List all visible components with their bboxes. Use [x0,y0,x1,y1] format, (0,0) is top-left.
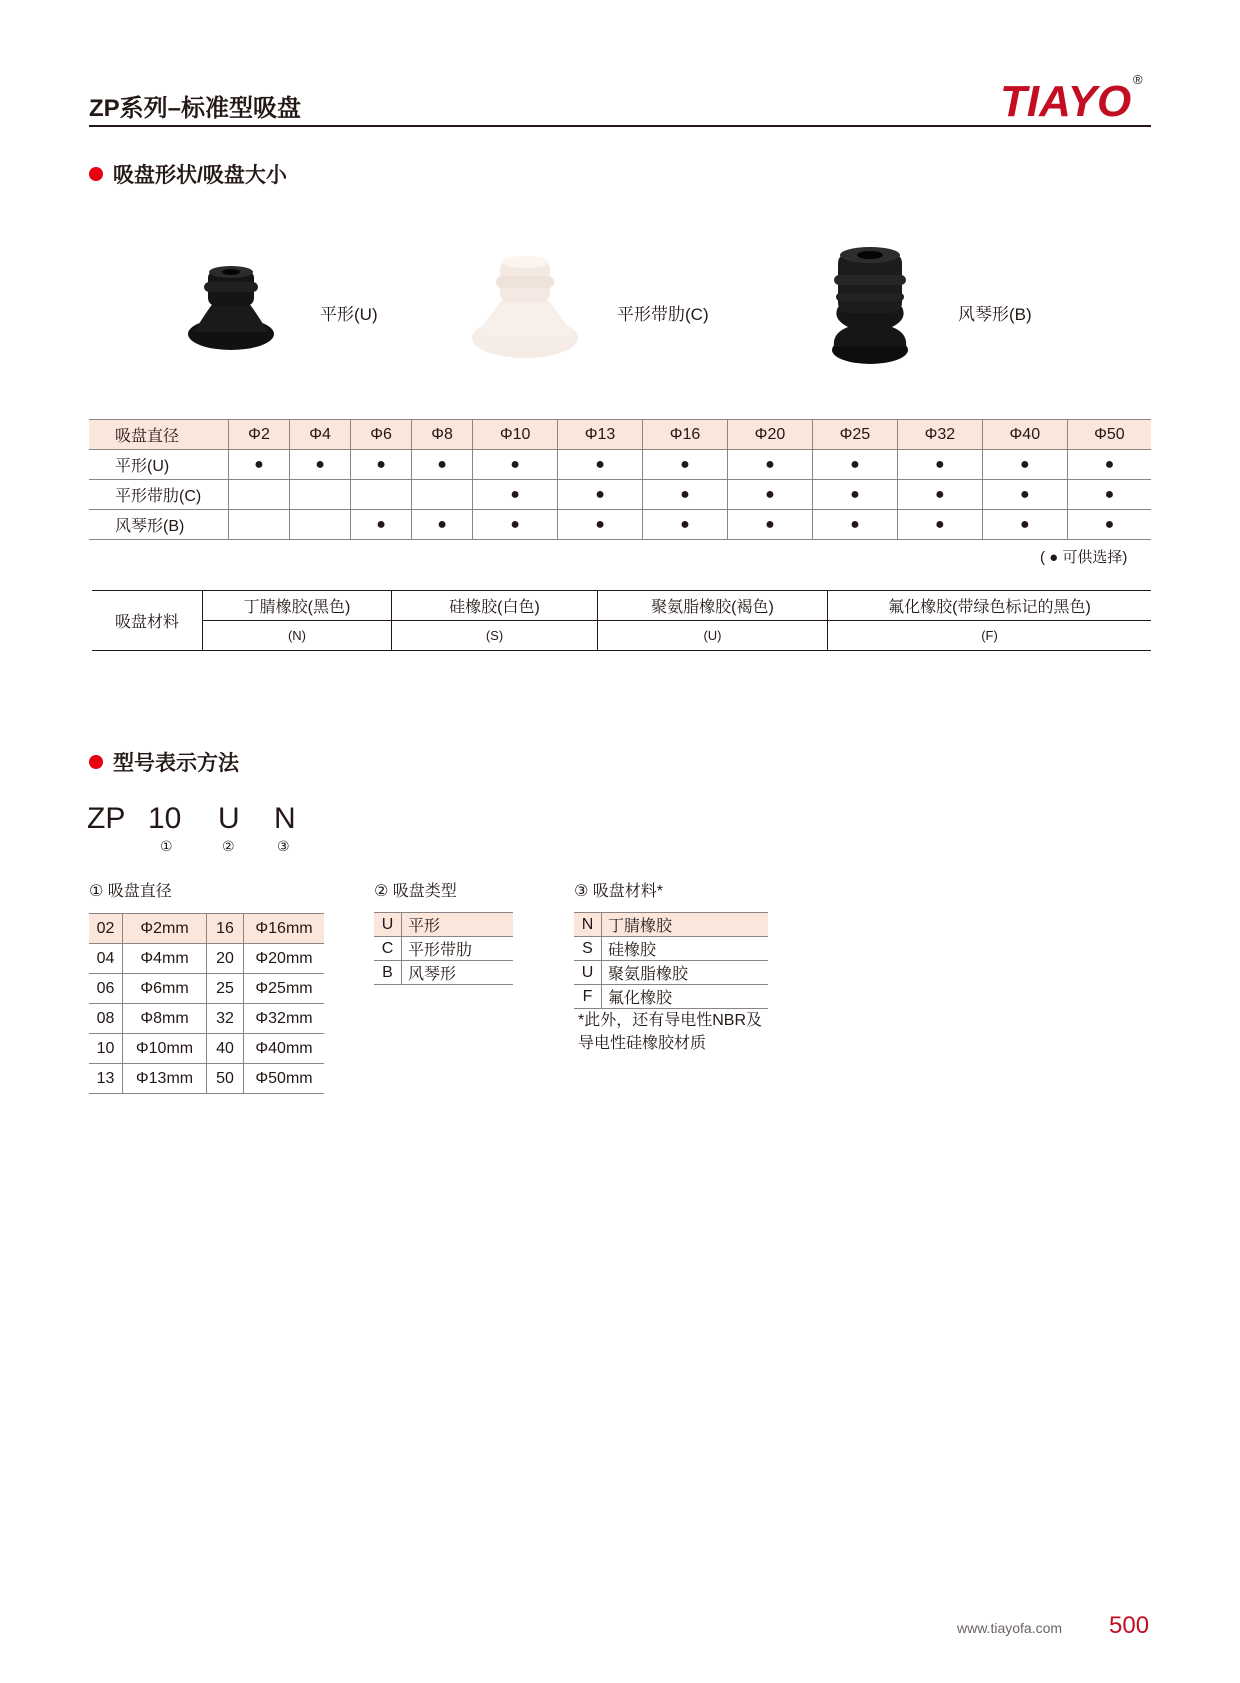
table-header-row [89,420,1151,450]
row-label: 风琴形(B) [89,510,229,540]
code-cell: C [374,937,402,961]
table-row [89,944,324,974]
availability-cell: ● [473,480,558,510]
material-name: 聚氨脂橡胶(褐色) [598,591,828,621]
product-label-ribbed: 平形带肋(C) [617,305,709,324]
value-cell: Φ2mm [123,914,207,944]
code-cell: 25 [207,974,244,1004]
size-cell: Φ50 [1067,420,1151,450]
availability-cell: ● [727,510,812,540]
value-cell: Φ8mm [123,1004,207,1034]
page-number: 500 [1109,1612,1150,1639]
size-availability-table [89,419,1151,540]
code-cell: 10 [89,1034,123,1064]
value-cell: 平形带肋 [402,937,514,961]
code-cell: 04 [89,944,123,974]
size-cell: Φ13 [558,420,643,450]
table-row [89,1064,324,1094]
value-cell: 平形 [402,913,514,937]
website-link[interactable]: www.tiayofa.com [957,1620,1063,1636]
row-label: 平形带肋(C) [89,480,229,510]
model-part-type: U [218,802,240,835]
table-row [89,510,1151,540]
footnote-line: *此外，还有导电性NBR及 [578,1012,763,1029]
svg-text:TIAYO: TIAYO [1000,77,1132,124]
value-cell: Φ50mm [244,1064,325,1094]
material-code: (F) [828,621,1152,651]
svg-text:®: ® [1133,72,1143,87]
availability-cell: ● [727,480,812,510]
table-row [574,985,768,1009]
table-row [374,961,513,985]
size-cell: Φ8 [412,420,473,450]
availability-cell [290,480,351,510]
table-row [89,974,324,1004]
diameter-code-table [89,913,324,1094]
code-cell: 08 [89,1004,123,1034]
tiayo-logo [1000,70,1150,124]
value-cell: Φ32mm [244,1004,325,1034]
value-cell: Φ25mm [244,974,325,1004]
marker-2: ② [222,838,235,854]
availability-cell: ● [1067,480,1151,510]
value-cell: 硅橡胶 [602,937,769,961]
size-cell: Φ16 [643,420,728,450]
marker-1: ① [160,838,173,854]
size-cell: Φ20 [727,420,812,450]
section-heading-model: 型号表示方法 [89,747,239,777]
value-cell: Φ20mm [244,944,325,974]
availability-cell: ● [351,450,412,480]
model-part-diameter: 10 [148,802,182,835]
value-cell: 氟化橡胶 [602,985,769,1009]
value-cell: Φ40mm [244,1034,325,1064]
code-cell: U [574,961,602,985]
code-cell: B [374,961,402,985]
availability-cell: ● [1067,450,1151,480]
table-row [89,1004,324,1034]
code-cell: 50 [207,1064,244,1094]
availability-cell: ● [643,450,728,480]
value-cell: Φ16mm [244,914,325,944]
value-cell: Φ4mm [123,944,207,974]
size-cell: Φ32 [897,420,982,450]
size-cell: Φ6 [351,420,412,450]
code-cell: N [574,913,602,937]
availability-cell: ● [812,450,897,480]
ribbed-white-suction-cup-icon [470,254,580,362]
availability-cell: ● [897,450,982,480]
cup-type-heading: ② 吸盘类型 [374,883,457,900]
diameter-heading: ① 吸盘直径 [89,883,172,900]
row-label: 平形(U) [89,450,229,480]
availability-cell [229,510,290,540]
code-cell: 16 [207,914,244,944]
availability-cell: ● [351,510,412,540]
bellows-black-suction-cup-icon [824,245,916,370]
code-cell: F [574,985,602,1009]
page-title: ZP系列–标准型吸盘 [89,95,302,122]
marker-3: ③ [277,838,290,854]
table-row [574,913,768,937]
availability-cell: ● [1067,510,1151,540]
table-row [89,914,324,944]
availability-cell: ● [412,450,473,480]
availability-cell: ● [897,480,982,510]
code-cell: 06 [89,974,123,1004]
code-cell: 40 [207,1034,244,1064]
availability-note: ( ● 可供选择) [1040,549,1128,566]
table-row [89,1034,324,1064]
footnote-line: 导电性硅橡胶材质 [578,1035,707,1052]
availability-cell: ● [982,480,1067,510]
table-row [374,937,513,961]
value-cell: 丁腈橡胶 [602,913,769,937]
table-row [92,591,1151,621]
code-cell: 32 [207,1004,244,1034]
size-cell: Φ40 [982,420,1067,450]
code-cell: 20 [207,944,244,974]
availability-cell: ● [643,510,728,540]
availability-cell: ● [982,450,1067,480]
availability-cell: ● [558,510,643,540]
code-cell: S [574,937,602,961]
model-part-material: N [274,802,296,835]
material-name: 氟化橡胶(带绿色标记的黑色) [828,591,1152,621]
red-bullet-icon [89,167,103,181]
section-heading-shape-size: 吸盘形状/吸盘大小 [89,159,287,189]
material-code-table [574,912,768,1009]
availability-cell [412,480,473,510]
value-cell: Φ10mm [123,1034,207,1064]
cup-type-code-table [374,912,513,985]
code-cell: 13 [89,1064,123,1094]
size-cell: Φ10 [473,420,558,450]
availability-cell [229,480,290,510]
value-cell: 风琴形 [402,961,514,985]
model-part-series: ZP [87,802,126,835]
value-cell: Φ6mm [123,974,207,1004]
availability-cell [351,480,412,510]
header-divider [89,125,1151,127]
availability-cell: ● [812,480,897,510]
availability-cell: ● [412,510,473,540]
value-cell: Φ13mm [123,1064,207,1094]
availability-cell: ● [643,480,728,510]
availability-cell: ● [982,510,1067,540]
availability-cell: ● [558,450,643,480]
table-row [574,961,768,985]
table-row [92,621,1151,651]
header-cell: 吸盘直径 [89,420,229,450]
availability-cell: ● [897,510,982,540]
material-table [92,590,1151,651]
product-label-flat: 平形(U) [320,305,378,324]
code-cell: 02 [89,914,123,944]
size-cell: Φ25 [812,420,897,450]
value-cell: 聚氨脂橡胶 [602,961,769,985]
material-code: (U) [598,621,828,651]
size-cell: Φ2 [229,420,290,450]
table-row [89,450,1151,480]
availability-cell: ● [558,480,643,510]
material-name: 硅橡胶(白色) [392,591,598,621]
availability-cell: ● [229,450,290,480]
red-bullet-icon [89,755,103,769]
code-cell: U [374,913,402,937]
availability-cell [290,510,351,540]
availability-cell: ● [812,510,897,540]
table-row [89,480,1151,510]
availability-cell: ● [473,510,558,540]
availability-cell: ● [290,450,351,480]
material-code: (S) [392,621,598,651]
material-footnote [578,1009,798,1055]
availability-cell: ● [473,450,558,480]
material-code: (N) [203,621,392,651]
table-row [574,937,768,961]
material-name: 丁腈橡胶(黑色) [203,591,392,621]
flat-black-suction-cup-icon [186,262,276,357]
product-label-bellows: 风琴形(B) [958,305,1032,324]
material-label: 吸盘材料 [92,591,203,651]
material-heading: ③ 吸盘材料* [574,883,664,900]
size-cell: Φ4 [290,420,351,450]
availability-cell: ● [727,450,812,480]
table-row [374,913,513,937]
